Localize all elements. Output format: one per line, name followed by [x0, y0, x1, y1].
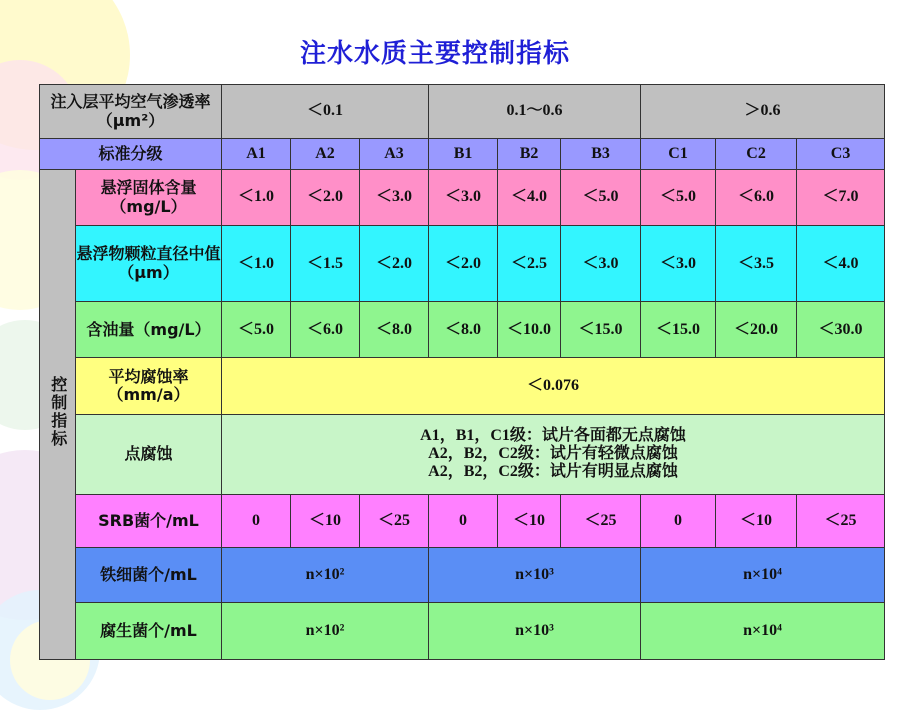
value-cell: ＜8.0	[360, 302, 429, 358]
value-cell: ＜5.0	[641, 170, 716, 226]
value-cell: ＜2.0	[429, 226, 498, 302]
grade-cell: A3	[360, 139, 429, 170]
row-label: 腐生菌个/mL	[76, 602, 222, 659]
value-cell: ＜4.0	[498, 170, 561, 226]
value-cell: n×10³	[429, 602, 641, 659]
row-label: SRB菌个/mL	[76, 494, 222, 547]
value-cell: ＜3.5	[716, 226, 797, 302]
value-cell: ＜25	[360, 494, 429, 547]
value-cell: 0	[429, 494, 498, 547]
value-cell: ＜6.0	[291, 302, 360, 358]
row-label: 点腐蚀	[76, 414, 222, 494]
value-cell: ＜2.0	[360, 226, 429, 302]
value-cell: 0	[641, 494, 716, 547]
value-cell: ＜20.0	[716, 302, 797, 358]
pitting-line: A2，B2，C2级：试片有轻微点腐蚀	[428, 444, 678, 462]
value-cell: ＜10	[498, 494, 561, 547]
grade-cell: A2	[291, 139, 360, 170]
value-cell: ＜3.0	[360, 170, 429, 226]
value-cell: ＜3.0	[561, 226, 641, 302]
value-cell: ＜25	[797, 494, 885, 547]
grade-cell: C3	[797, 139, 885, 170]
value-cell: ＜10	[291, 494, 360, 547]
water-quality-table	[39, 84, 885, 660]
value-cell: ＜7.0	[797, 170, 885, 226]
value-cell: 0	[222, 494, 291, 547]
row-label: 悬浮固体含量（mg/L）	[76, 170, 222, 226]
value-cell: ＜15.0	[561, 302, 641, 358]
row-particle-median	[40, 226, 885, 302]
value-cell: ＜4.0	[797, 226, 885, 302]
value-cell: ＜2.5	[498, 226, 561, 302]
value-cell: ＜2.0	[291, 170, 360, 226]
value-cell: ＜1.0	[222, 170, 291, 226]
grade-cell: C1	[641, 139, 716, 170]
row-saprophytic	[40, 602, 885, 659]
value-cell: ＜6.0	[716, 170, 797, 226]
side-label	[40, 170, 76, 660]
value-cell: ＜3.0	[641, 226, 716, 302]
pitting-line: A1，B1，C1级：试片各面都无点腐蚀	[420, 426, 686, 444]
page-title: 注水水质主要控制指标	[299, 39, 570, 69]
grade-cell: C2	[716, 139, 797, 170]
row-srb	[40, 494, 885, 547]
value-cell: n×10⁴	[641, 602, 885, 659]
value-cell: ＜10.0	[498, 302, 561, 358]
group-mid: 0.1～0.6	[429, 85, 641, 139]
row-corrosion-rate	[40, 358, 885, 414]
value-cell: ＜10	[716, 494, 797, 547]
header-row-grades	[40, 139, 885, 170]
grade-cell: B1	[429, 139, 498, 170]
grade-cell: B3	[561, 139, 641, 170]
row-label: 铁细菌个/mL	[76, 547, 222, 602]
value-cell: ＜1.5	[291, 226, 360, 302]
row-iron-bacteria	[40, 547, 885, 602]
corrosion-rate-value: ＜0.076	[222, 358, 885, 414]
row-suspended-solids	[40, 170, 885, 226]
value-cell: ＜5.0	[222, 302, 291, 358]
grade-cell: B2	[498, 139, 561, 170]
group-high: ＞0.6	[641, 85, 885, 139]
value-cell: ＜1.0	[222, 226, 291, 302]
pitting-criteria	[222, 414, 885, 494]
row-pitting	[40, 414, 885, 494]
grade-label: 标准分级	[40, 139, 222, 170]
value-cell: n×10²	[222, 602, 429, 659]
header-row-permeability	[40, 85, 885, 139]
group-low: ＜0.1	[222, 85, 429, 139]
value-cell: ＜25	[561, 494, 641, 547]
value-cell: ＜8.0	[429, 302, 498, 358]
row-oil-content	[40, 302, 885, 358]
grade-cell: A1	[222, 139, 291, 170]
row-label: 平均腐蚀率（mm/a）	[76, 358, 222, 414]
permeability-label: 注入层平均空气渗透率（μm²）	[40, 85, 222, 139]
value-cell: ＜15.0	[641, 302, 716, 358]
value-cell: n×10²	[222, 547, 429, 602]
value-cell: ＜30.0	[797, 302, 885, 358]
row-label: 含油量（mg/L）	[76, 302, 222, 358]
value-cell: ＜3.0	[429, 170, 498, 226]
value-cell: ＜5.0	[561, 170, 641, 226]
pitting-line: A2，B2，C2级：试片有明显点腐蚀	[428, 463, 678, 481]
side-label-text: 控制指标	[48, 376, 68, 449]
value-cell: n×10³	[429, 547, 641, 602]
value-cell: n×10⁴	[641, 547, 885, 602]
row-label: 悬浮物颗粒直径中值（μm）	[76, 226, 222, 302]
